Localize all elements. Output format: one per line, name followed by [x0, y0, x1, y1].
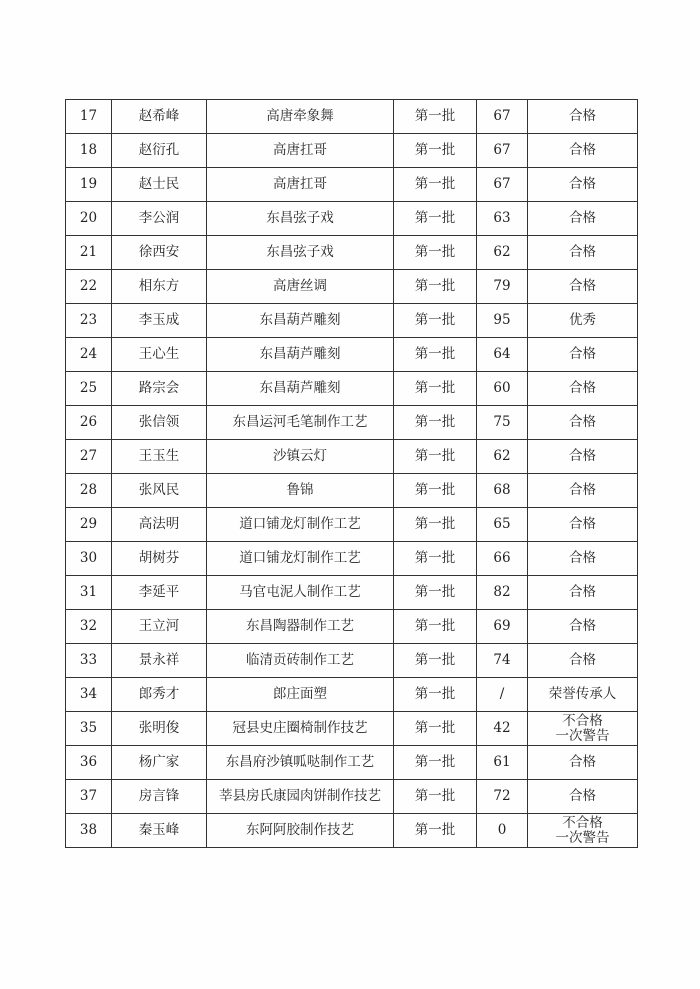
score-cell: 63: [477, 202, 528, 236]
row-number-cell: 33: [66, 644, 112, 678]
result-cell: [528, 712, 638, 746]
row-number-cell: 35: [66, 712, 112, 746]
inheritor-name-cell: 杨广家: [112, 746, 207, 780]
score-cell: 0: [477, 814, 528, 848]
result-cell: [528, 678, 638, 712]
row-number-cell: 22: [66, 270, 112, 304]
score-cell: 64: [477, 338, 528, 372]
heritage-item-cell: 东昌弦子戏: [207, 236, 394, 270]
score-cell: 75: [477, 406, 528, 440]
result-cell: [528, 372, 638, 406]
score-cell: 79: [477, 270, 528, 304]
result-cell: [528, 576, 638, 610]
batch-cell: 第一批: [394, 440, 477, 474]
table-row: [66, 202, 638, 236]
row-number-cell: 27: [66, 440, 112, 474]
result-line: 合格: [569, 142, 596, 158]
batch-cell: 第一批: [394, 474, 477, 508]
batch-cell: 第一批: [394, 236, 477, 270]
table-row: [66, 236, 638, 270]
result-cell: [528, 168, 638, 202]
row-number-cell: 37: [66, 780, 112, 814]
row-number-cell: 19: [66, 168, 112, 202]
result-line: 合格: [569, 516, 596, 532]
batch-cell: 第一批: [394, 542, 477, 576]
inheritor-name-cell: 张信领: [112, 406, 207, 440]
score-cell: 60: [477, 372, 528, 406]
row-number-cell: 17: [66, 100, 112, 134]
score-cell: 42: [477, 712, 528, 746]
result-cell: [528, 270, 638, 304]
heritage-item-cell: 鲁锦: [207, 474, 394, 508]
score-cell: /: [477, 678, 528, 712]
heritage-item-cell: 马官屯泥人制作工艺: [207, 576, 394, 610]
heritage-item-cell: 东昌葫芦雕刻: [207, 338, 394, 372]
result-cell: [528, 100, 638, 134]
table-row: [66, 474, 638, 508]
batch-cell: 第一批: [394, 814, 477, 848]
batch-cell: 第一批: [394, 168, 477, 202]
heritage-item-cell: 临清贡砖制作工艺: [207, 644, 394, 678]
inheritor-name-cell: 赵士民: [112, 168, 207, 202]
batch-cell: 第一批: [394, 712, 477, 746]
inheritor-name-cell: 张明俊: [112, 712, 207, 746]
result-line: 优秀: [569, 312, 596, 328]
row-number-cell: 38: [66, 814, 112, 848]
table-row: [66, 712, 638, 746]
row-number-cell: 23: [66, 304, 112, 338]
score-cell: 65: [477, 508, 528, 542]
row-number-cell: 31: [66, 576, 112, 610]
inheritor-name-cell: 李玉成: [112, 304, 207, 338]
heritage-item-cell: 道口铺龙灯制作工艺: [207, 508, 394, 542]
score-cell: 82: [477, 576, 528, 610]
result-cell: [528, 814, 638, 848]
result-cell: [528, 780, 638, 814]
table-row: [66, 576, 638, 610]
table-body: [66, 100, 638, 848]
table-row: [66, 678, 638, 712]
score-cell: 67: [477, 168, 528, 202]
row-number-cell: 34: [66, 678, 112, 712]
score-cell: 67: [477, 134, 528, 168]
table-row: [66, 508, 638, 542]
row-number-cell: 20: [66, 202, 112, 236]
row-number-cell: 21: [66, 236, 112, 270]
score-cell: 95: [477, 304, 528, 338]
inheritor-name-cell: 王立河: [112, 610, 207, 644]
result-line: 合格: [569, 244, 596, 260]
row-number-cell: 26: [66, 406, 112, 440]
result-line: 合格: [569, 380, 596, 396]
heritage-item-cell: 东昌府沙镇呱哒制作工艺: [207, 746, 394, 780]
result-cell: [528, 338, 638, 372]
heritage-item-cell: 高唐丝调: [207, 270, 394, 304]
score-cell: 67: [477, 100, 528, 134]
inheritor-name-cell: 秦玉峰: [112, 814, 207, 848]
result-line: 不合格: [562, 814, 603, 831]
row-number-cell: 24: [66, 338, 112, 372]
batch-cell: 第一批: [394, 202, 477, 236]
table-row: [66, 440, 638, 474]
result-line: 合格: [569, 754, 596, 770]
result-line: 合格: [569, 278, 596, 294]
row-number-cell: 32: [66, 610, 112, 644]
heritage-item-cell: 东昌葫芦雕刻: [207, 372, 394, 406]
result-cell: [528, 236, 638, 270]
inheritor-name-cell: 王玉生: [112, 440, 207, 474]
batch-cell: 第一批: [394, 134, 477, 168]
result-line: 合格: [569, 550, 596, 566]
heritage-item-cell: 郎庄面塑: [207, 678, 394, 712]
score-cell: 62: [477, 440, 528, 474]
table-row: [66, 610, 638, 644]
score-cell: 68: [477, 474, 528, 508]
inheritor-name-cell: 李延平: [112, 576, 207, 610]
heritage-item-cell: 冠县史庄圈椅制作技艺: [207, 712, 394, 746]
heritage-item-cell: 高唐扛哥: [207, 134, 394, 168]
batch-cell: 第一批: [394, 338, 477, 372]
table-row: [66, 814, 638, 848]
row-number-cell: 18: [66, 134, 112, 168]
table-row: [66, 372, 638, 406]
result-line: 合格: [569, 176, 596, 192]
heritage-item-cell: 道口铺龙灯制作工艺: [207, 542, 394, 576]
result-line: 荣誉传承人: [548, 686, 617, 702]
score-cell: 66: [477, 542, 528, 576]
batch-cell: 第一批: [394, 508, 477, 542]
table-row: [66, 644, 638, 678]
batch-cell: 第一批: [394, 576, 477, 610]
result-line: 合格: [569, 482, 596, 498]
batch-cell: 第一批: [394, 780, 477, 814]
inheritor-name-cell: 相东方: [112, 270, 207, 304]
table-row: [66, 780, 638, 814]
heritage-item-cell: 高唐扛哥: [207, 168, 394, 202]
table-row: [66, 542, 638, 576]
table-row: [66, 406, 638, 440]
table-row: [66, 746, 638, 780]
row-number-cell: 36: [66, 746, 112, 780]
score-cell: 72: [477, 780, 528, 814]
result-line: 合格: [569, 448, 596, 464]
result-cell: [528, 440, 638, 474]
result-cell: [528, 610, 638, 644]
result-cell: [528, 474, 638, 508]
table-row: [66, 168, 638, 202]
result-cell: [528, 644, 638, 678]
result-line: 一次警告: [555, 829, 610, 846]
inheritor-name-cell: 李公润: [112, 202, 207, 236]
heritage-item-cell: 高唐牵象舞: [207, 100, 394, 134]
table-row: [66, 134, 638, 168]
score-cell: 74: [477, 644, 528, 678]
inheritor-name-cell: 房言锋: [112, 780, 207, 814]
heritage-item-cell: 东昌葫芦雕刻: [207, 304, 394, 338]
inheritor-name-cell: 胡树芬: [112, 542, 207, 576]
inheritor-name-cell: 高法明: [112, 508, 207, 542]
score-cell: 69: [477, 610, 528, 644]
row-number-cell: 25: [66, 372, 112, 406]
result-line: 合格: [569, 618, 596, 634]
table-row: [66, 100, 638, 134]
result-cell: [528, 202, 638, 236]
row-number-cell: 30: [66, 542, 112, 576]
result-cell: [528, 746, 638, 780]
result-line: 合格: [569, 584, 596, 600]
score-cell: 62: [477, 236, 528, 270]
result-line: 合格: [569, 108, 596, 124]
result-cell: [528, 134, 638, 168]
batch-cell: 第一批: [394, 406, 477, 440]
table-row: [66, 338, 638, 372]
result-line: 合格: [569, 210, 596, 226]
table-row: [66, 270, 638, 304]
inheritor-name-cell: 徐西安: [112, 236, 207, 270]
heritage-item-cell: 东昌运河毛笔制作工艺: [207, 406, 394, 440]
inheritor-name-cell: 王心生: [112, 338, 207, 372]
heritage-item-cell: 东阿阿胶制作技艺: [207, 814, 394, 848]
result-cell: [528, 406, 638, 440]
batch-cell: 第一批: [394, 304, 477, 338]
inheritor-name-cell: 张风民: [112, 474, 207, 508]
batch-cell: 第一批: [394, 100, 477, 134]
result-line: 合格: [569, 652, 596, 668]
inheritor-name-cell: 赵衍孔: [112, 134, 207, 168]
inheritor-name-cell: 景永祥: [112, 644, 207, 678]
result-line: 合格: [569, 346, 596, 362]
result-line: 合格: [569, 788, 596, 804]
result-line: 合格: [569, 414, 596, 430]
heritage-item-cell: 沙镇云灯: [207, 440, 394, 474]
inheritor-name-cell: 路宗会: [112, 372, 207, 406]
batch-cell: 第一批: [394, 372, 477, 406]
result-cell: [528, 508, 638, 542]
result-line: 一次警告: [555, 727, 610, 744]
row-number-cell: 28: [66, 474, 112, 508]
result-cell: [528, 542, 638, 576]
score-cell: 61: [477, 746, 528, 780]
batch-cell: 第一批: [394, 678, 477, 712]
heritage-item-cell: 东昌陶器制作工艺: [207, 610, 394, 644]
inheritor-name-cell: 赵希峰: [112, 100, 207, 134]
inheritor-assessment-table: [65, 99, 638, 848]
table-row: [66, 304, 638, 338]
heritage-item-cell: 莘县房氏康园肉饼制作技艺: [207, 780, 394, 814]
result-line: 不合格: [562, 712, 603, 729]
batch-cell: 第一批: [394, 746, 477, 780]
heritage-item-cell: 东昌弦子戏: [207, 202, 394, 236]
inheritor-name-cell: 郎秀才: [112, 678, 207, 712]
batch-cell: 第一批: [394, 270, 477, 304]
row-number-cell: 29: [66, 508, 112, 542]
result-cell: [528, 304, 638, 338]
batch-cell: 第一批: [394, 610, 477, 644]
batch-cell: 第一批: [394, 644, 477, 678]
